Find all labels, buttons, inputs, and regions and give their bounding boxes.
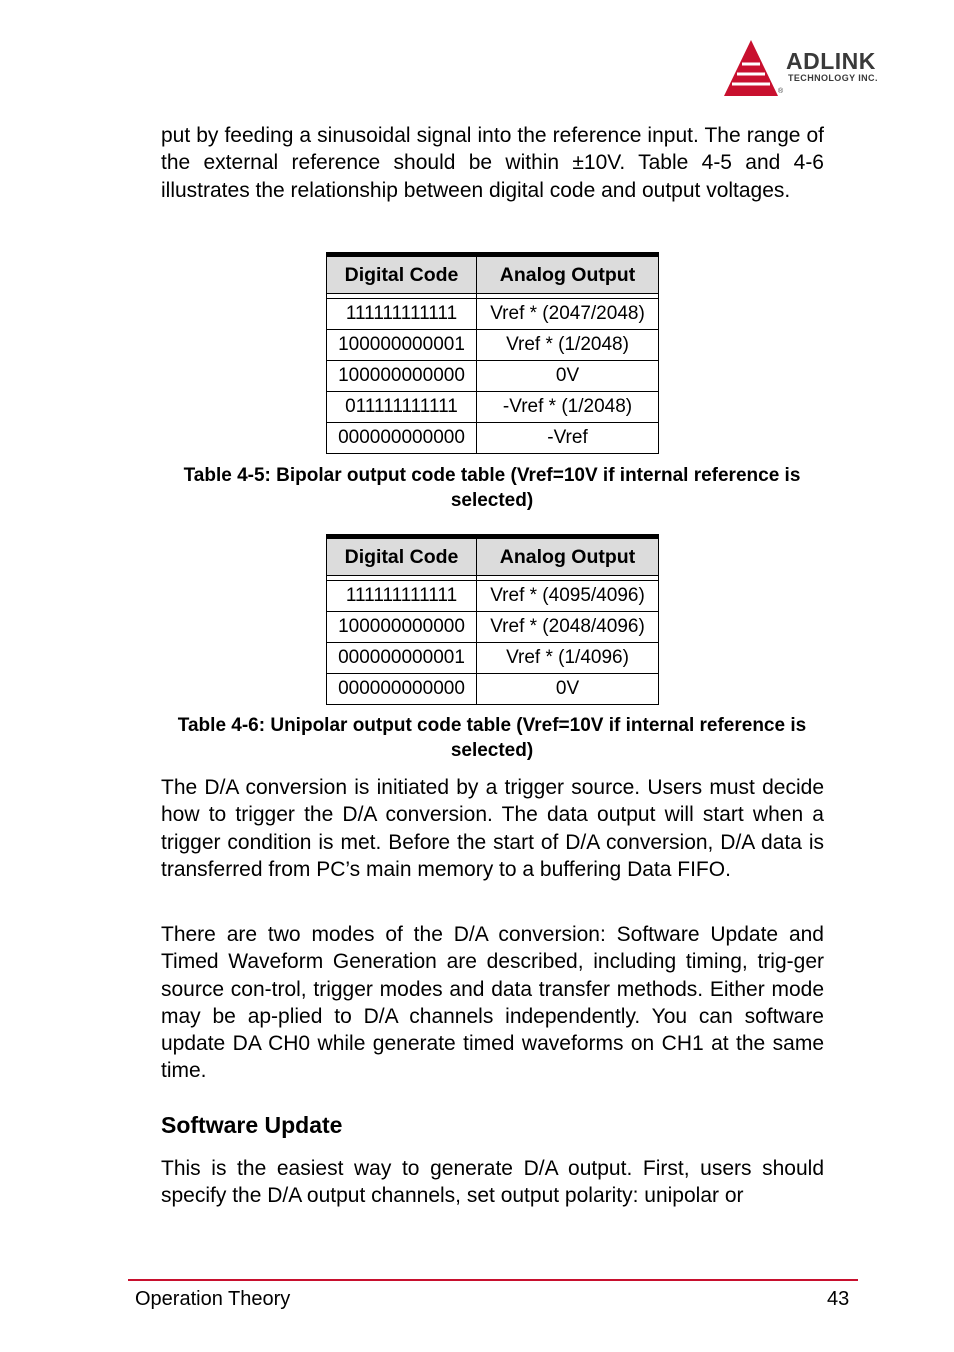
adlink-pyramid-icon	[722, 38, 780, 100]
trigger-paragraph: The D/A conversion is initiated by a trigger source. Users must decide how to trigger the D/A conversion. The data output will start when a trigger condition is met. Before the start of D/A conversion, D/A data is transferred from PC’s main memory to a buffering Data FIFO.	[161, 776, 824, 881]
analog-output-cell: -Vref * (1/2048)	[477, 392, 659, 423]
modes-paragraph: There are two modes of the D/A conversion: Software Update and Timed Waveform Generation are described, including timing, trig-ger source con-trol, trigger modes and data transfer methods. Either mode may be ap-plied to D/A channels independently. You can software update DA CH0 while generate timed waveforms on CH1 at the same time.	[161, 923, 824, 1083]
table-row	[327, 674, 659, 705]
analog-output-cell: Vref * (1/2048)	[477, 330, 659, 361]
logo-registered-mark: ®	[778, 88, 784, 95]
table-caption-4-6	[140, 713, 844, 763]
analog-output-cell: -Vref	[477, 423, 659, 454]
digital-code-cell: 000000000000	[327, 423, 477, 454]
intro-paragraph: put by feeding a sinusoidal signal into the reference input. The range of the external reference should be within ±10V. Table 4-5 and 4-6 illustrates the relationship between digital code and output voltages.	[161, 124, 824, 202]
caption-line: selected)	[450, 740, 534, 761]
digital-code-cell: 111111111111	[327, 299, 477, 330]
table-header: Analog Output	[477, 537, 659, 576]
caption-line: Table 4-5: Bipolar output code table (Vref=10V if internal reference is	[183, 465, 801, 486]
table-row	[327, 423, 659, 454]
digital-code-cell: 100000000000	[327, 612, 477, 643]
table-row	[327, 330, 659, 361]
digital-code-cell: 111111111111	[327, 581, 477, 612]
logo-tagline: TECHNOLOGY INC.	[788, 73, 878, 83]
table-row	[327, 392, 659, 423]
analog-output-cell: 0V	[477, 674, 659, 705]
footer-divider	[128, 1279, 858, 1281]
analog-output-cell: Vref * (1/4096)	[477, 643, 659, 674]
section-heading: Software Update	[161, 1112, 343, 1138]
unipolar-code-table	[326, 534, 659, 705]
digital-code-cell: 000000000000	[327, 674, 477, 705]
table-caption-4-5	[140, 463, 844, 513]
analog-output-cell: 0V	[477, 361, 659, 392]
digital-code-cell: 000000000001	[327, 643, 477, 674]
table-row	[327, 361, 659, 392]
table-row	[327, 581, 659, 612]
table-row	[327, 643, 659, 674]
table-header: Digital Code	[327, 537, 477, 576]
software-update-paragraph: This is the easiest way to generate D/A output. First, users should specify the D/A output channels, set output polarity: unipolar or	[161, 1157, 824, 1208]
caption-line: selected)	[450, 490, 534, 511]
analog-output-cell: Vref * (2047/2048)	[477, 299, 659, 330]
table-row	[327, 299, 659, 330]
footer-section-title: Operation Theory	[135, 1288, 291, 1310]
digital-code-cell: 011111111111	[327, 392, 477, 423]
caption-line: Table 4-6: Unipolar output code table (Vref=10V if internal reference is	[177, 715, 807, 736]
analog-output-cell: Vref * (2048/4096)	[477, 612, 659, 643]
page-number: 43	[827, 1288, 850, 1310]
adlink-logo	[722, 38, 912, 100]
logo-brand: ADLINK	[786, 48, 876, 74]
digital-code-cell: 100000000000	[327, 361, 477, 392]
analog-output-cell: Vref * (4095/4096)	[477, 581, 659, 612]
digital-code-cell: 100000000001	[327, 330, 477, 361]
bipolar-code-table	[326, 252, 659, 454]
table-header: Digital Code	[327, 255, 477, 294]
table-row	[327, 612, 659, 643]
table-header: Analog Output	[477, 255, 659, 294]
